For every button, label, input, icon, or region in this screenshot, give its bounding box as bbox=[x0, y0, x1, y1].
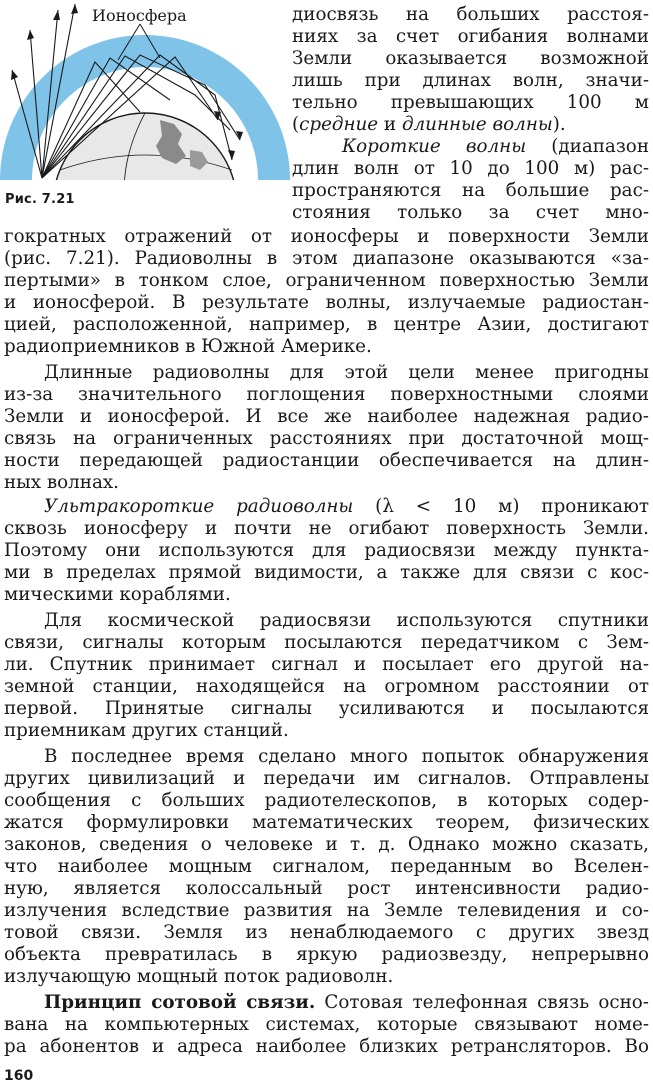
text-line: длин волн от 10 до 100 м) рас- bbox=[292, 158, 649, 179]
text-line: из-за значительного поглощения поверхностными слоями bbox=[4, 384, 649, 405]
text-line: ми в пределах прямой видимости, а также для связи с кос- bbox=[4, 562, 649, 583]
earth-globe bbox=[53, 113, 237, 185]
text-line: объекта превратилась в яркую радиозвезду, непрерывно bbox=[4, 944, 649, 965]
text-line: ную, является колоссальный рост интенсивности радио- bbox=[4, 878, 649, 899]
text-line: Для космической радиосвязи используются спутники bbox=[44, 610, 649, 631]
text-line: лишь при длинах волн, значи- bbox=[292, 70, 649, 91]
text-line: вана на компьютерных системах, которые связывают номе- bbox=[4, 1014, 649, 1035]
text-line: (рис. 7.21). Радиоволны в этом диапазоне оказываются «за- bbox=[4, 248, 649, 269]
text-line: Земли оказывается возможной bbox=[292, 48, 649, 69]
text-line: приемникам других станций. bbox=[4, 720, 289, 741]
text-line: В последнее время сделано много попыток обнаружения bbox=[44, 746, 649, 767]
text-line: Длинные радиоволны для этой цели менее пригодны bbox=[44, 362, 649, 383]
text-line: Принцип сотовой связи. Сотовая телефонная связь осно- bbox=[44, 992, 649, 1013]
text-line: земной станции, находящейся на огромном расстоянии от bbox=[4, 676, 649, 697]
figure-ionosphere bbox=[0, 0, 290, 185]
text-line: и ионосферой. В результате волны, излучаемые радиостан- bbox=[4, 292, 649, 313]
text-line: первой. Принятые сигналы усиливаются и посылаются bbox=[4, 698, 649, 719]
text-line: связь на ограниченных расстояниях при достаточной мощ- bbox=[4, 428, 649, 449]
text-line: Короткие волны (диапазон bbox=[342, 136, 649, 157]
text-line: жатся формулировки математических теорем, физических bbox=[4, 812, 649, 833]
text-line: излучения вследствие развития на Земле телевидения и со- bbox=[4, 900, 649, 921]
text-line: товой связи. Земля из ненаблюдаемого с других звезд bbox=[4, 922, 649, 943]
text-line: ности передающей радиостанции обеспечивается на длин- bbox=[4, 450, 649, 471]
text-line: пертыми» в тонком слое, ограниченном поверхностью Земли bbox=[4, 270, 649, 291]
text-line: связи, сигналы которым посылаются передатчиком с Зем- bbox=[4, 632, 649, 653]
text-line: стояния только за счет мно- bbox=[292, 202, 649, 223]
text-line: других цивилизаций и передачи им сигналов. Отправлены bbox=[4, 768, 649, 789]
text-line: Ультракороткие радиоволны (λ < 10 м) проникают bbox=[44, 496, 649, 517]
text-line: сообщения с больших радиотелескопов, в которых содер- bbox=[4, 790, 649, 811]
text-line: тельно превышающих 100 м bbox=[292, 92, 649, 113]
text-line: диосвязь на больших расстоя- bbox=[292, 4, 649, 25]
text-line: ных волнах. bbox=[4, 472, 119, 493]
text-line: цией, расположенной, например, в центре Азии, достигают bbox=[4, 314, 649, 335]
section-heading: Принцип сотовой связи. bbox=[44, 992, 316, 1013]
text-line: законов, сведения о человеке и т. д. Однако можно сказать, bbox=[4, 834, 649, 855]
text-line: излучающую мощный поток радиоволн. bbox=[4, 966, 394, 987]
ionosphere-diagram bbox=[0, 0, 290, 185]
text-line: ли. Спутник принимает сигнал и посылает его другой на- bbox=[4, 654, 649, 675]
text-line: Поэтому они используются для радиосвязи между пункта- bbox=[4, 540, 649, 561]
text-line: (средние и длинные волны). bbox=[292, 114, 566, 135]
text-line: ра абонентов и адреса наиболее близких ретрансляторов. Во bbox=[4, 1036, 649, 1057]
text-line: Земли и ионосферой. И все же наиболее надежная радио- bbox=[4, 406, 649, 427]
text-line: что наиболее мощным сигналом, переданным во Вселен- bbox=[4, 856, 649, 877]
text-line: гократных отражений от ионосферы и поверхности Земли bbox=[4, 226, 649, 247]
text-line: мическими кораблями. bbox=[4, 584, 231, 605]
ionosphere-label: Ионосфера bbox=[92, 6, 187, 25]
text-line: сквозь ионосферу и почти не огибают поверхность Земли. bbox=[4, 518, 649, 539]
text-line: пространяются на большие рас- bbox=[292, 180, 649, 201]
text-line: ниях за счет огибания волнами bbox=[292, 26, 649, 47]
page-number: 160 bbox=[4, 1068, 34, 1084]
text-line: радиоприемников в Южной Америке. bbox=[4, 336, 372, 357]
figure-caption: Рис. 7.21 bbox=[5, 192, 75, 207]
